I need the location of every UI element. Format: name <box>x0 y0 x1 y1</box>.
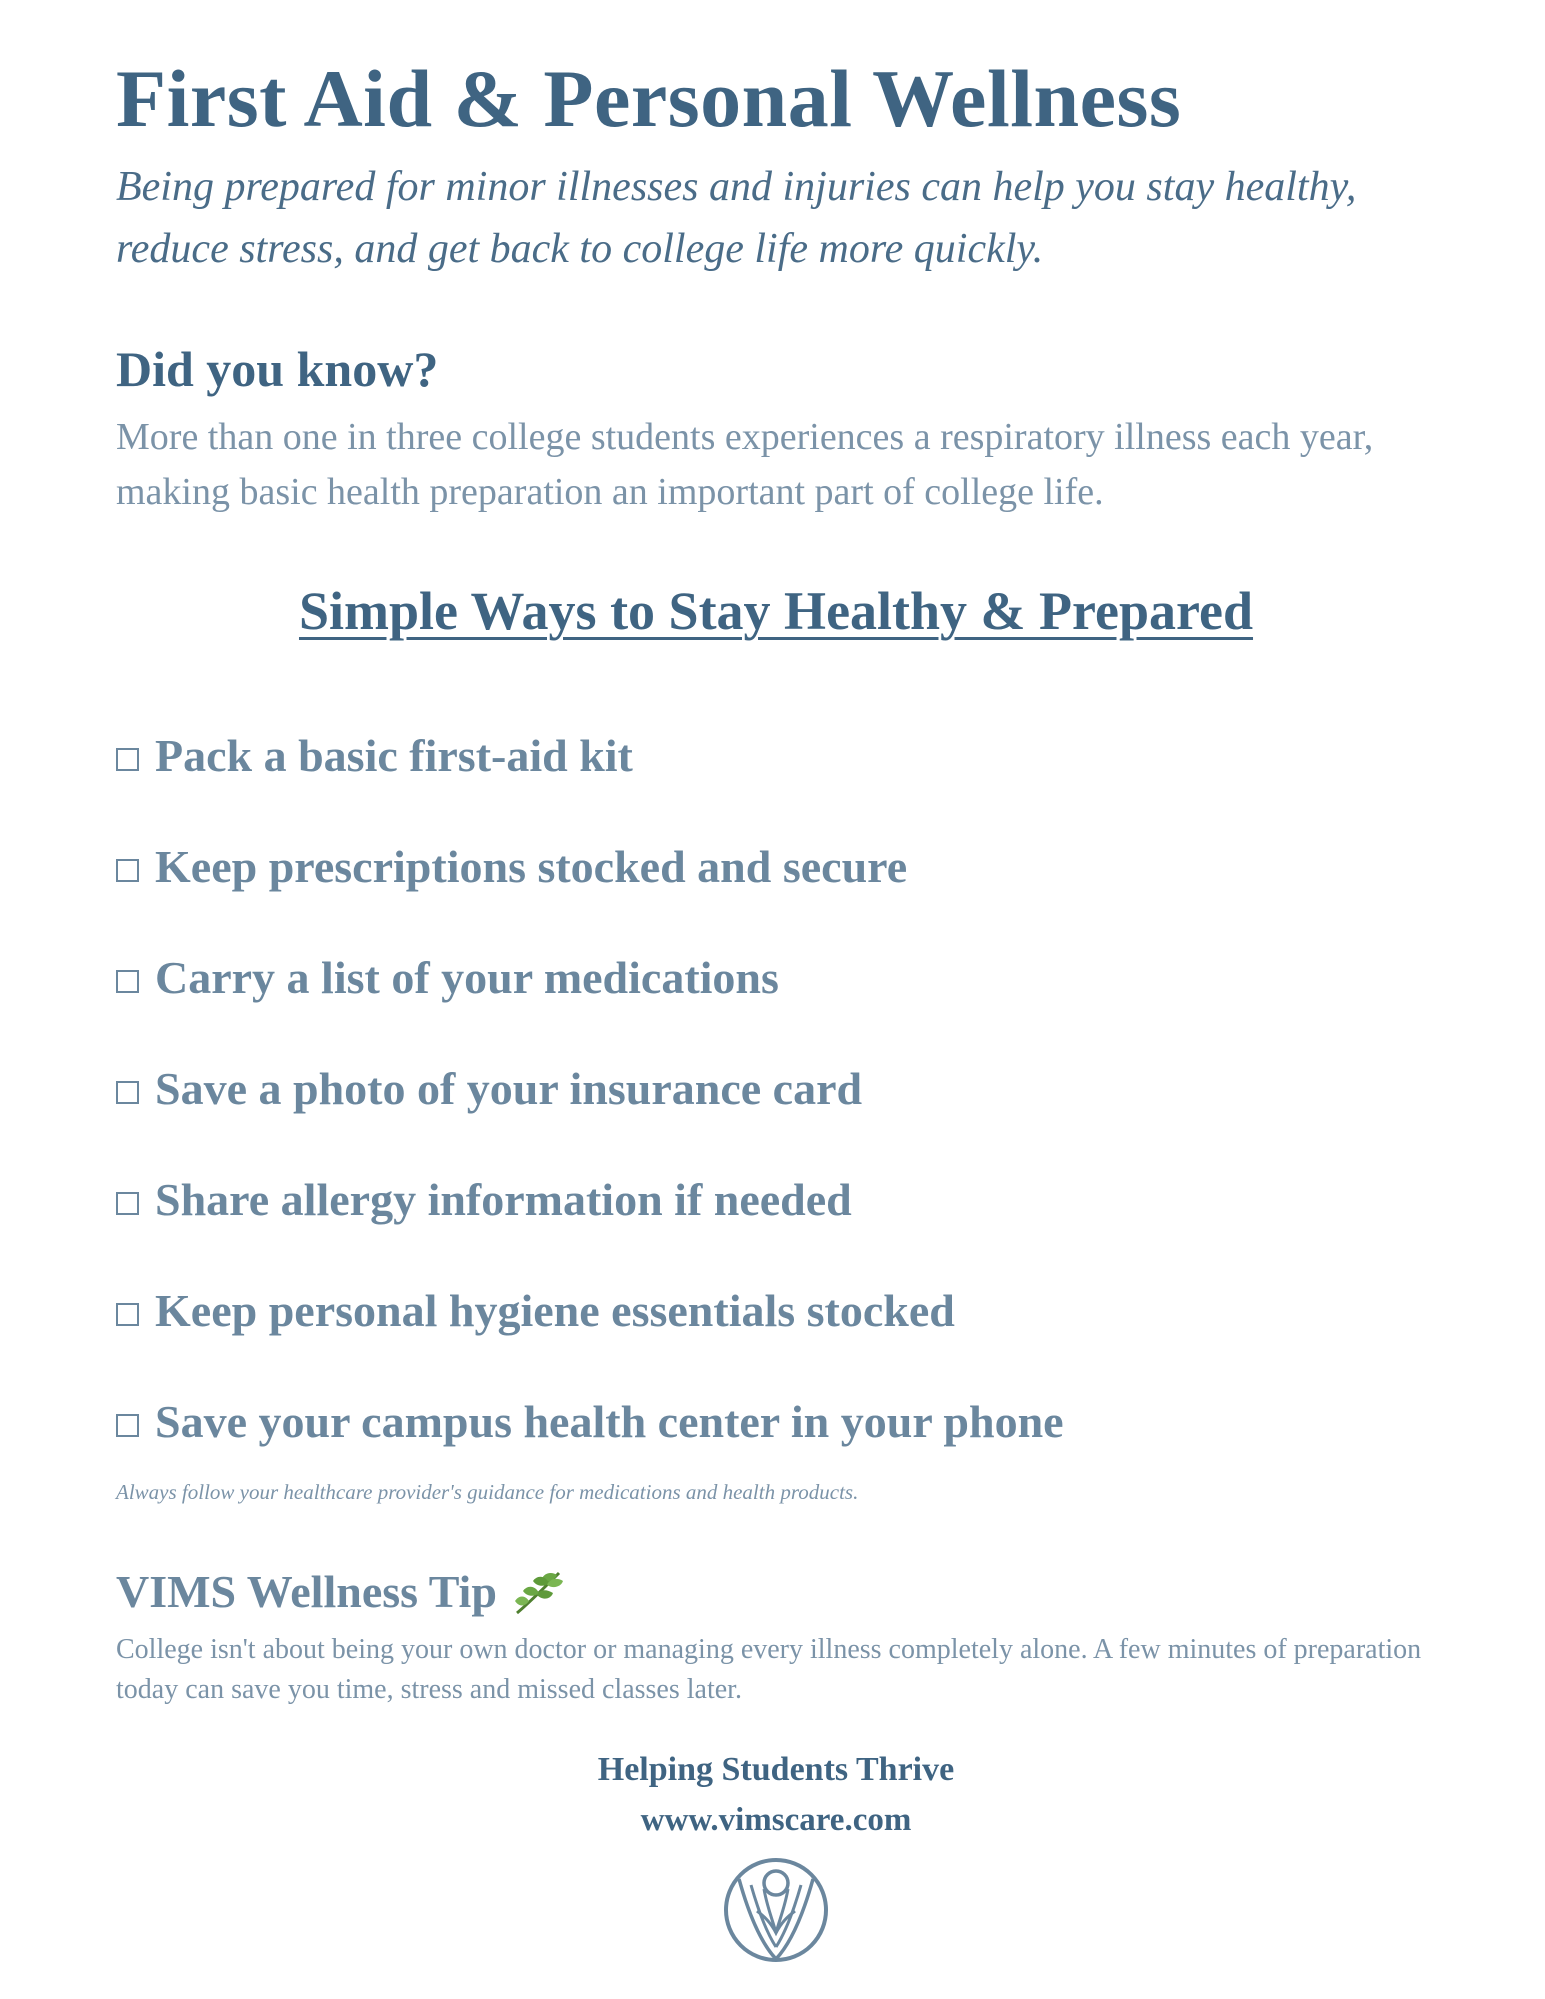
checkbox[interactable] <box>116 1192 139 1215</box>
checkbox[interactable] <box>116 970 139 993</box>
checklist-item-label: Save your campus health center in your phone <box>155 1395 1064 1447</box>
checklist-item <box>116 1144 1064 1255</box>
checklist-item <box>116 1366 1064 1477</box>
checklist-item <box>116 922 1064 1033</box>
did-you-know-text: More than one in three college students experiences a respiratory illness each year, making basic health preparation an important part of college life. <box>116 416 1374 513</box>
wellness-tip-heading-text: VIMS Wellness Tip <box>116 1566 497 1617</box>
section-heading-text: Simple Ways to Stay Healthy & Prepared <box>298 581 1254 641</box>
checkbox[interactable] <box>116 1081 139 1104</box>
checklist-item <box>116 1033 1064 1144</box>
checklist-item-label: Keep personal hygiene essentials stocked <box>155 1284 955 1336</box>
disclaimer-text: Always follow your healthcare provider's guidance for medications and health products. <box>116 1480 859 1504</box>
checklist-item-label: Carry a list of your medications <box>155 951 779 1003</box>
checkbox[interactable] <box>116 1414 139 1437</box>
intro-text: Being prepared for minor illnesses and injuries can help you stay healthy, reduce stress, and get back to college life more quickly. <box>116 164 1357 272</box>
checklist-item <box>116 1255 1064 1366</box>
checklist-item-label: Save a photo of your insurance card <box>155 1062 863 1114</box>
checkbox[interactable] <box>116 748 139 771</box>
wellness-tip-text: College isn't about being your own doctor or managing every illness completely alone. A few minutes of preparation today can save you time, stress and missed classes later. <box>116 1634 1422 1705</box>
checkbox[interactable] <box>116 1303 139 1326</box>
checklist-item-label: Pack a basic first-aid kit <box>155 729 633 781</box>
checkbox[interactable] <box>116 859 139 882</box>
checklist <box>116 700 1064 1477</box>
herb-leaf-icon <box>511 1567 567 1617</box>
checklist-item-label: Keep prescriptions stocked and secure <box>155 840 908 892</box>
section-heading <box>116 580 1436 642</box>
checklist-item-label: Share allergy information if needed <box>155 1173 852 1225</box>
did-you-know-heading: Did you know? <box>116 341 439 397</box>
page-title: First Aid & Personal Wellness <box>116 53 1182 144</box>
checklist-item <box>116 700 1064 811</box>
wellness-tip-heading <box>116 1565 567 1618</box>
footer-tagline: Helping Students Thrive <box>597 1751 955 1788</box>
checklist-item <box>116 811 1064 922</box>
vims-logo-icon <box>721 1855 831 1965</box>
footer <box>116 1745 1436 1965</box>
footer-website-link[interactable]: www.vimscare.com <box>640 1802 912 1838</box>
